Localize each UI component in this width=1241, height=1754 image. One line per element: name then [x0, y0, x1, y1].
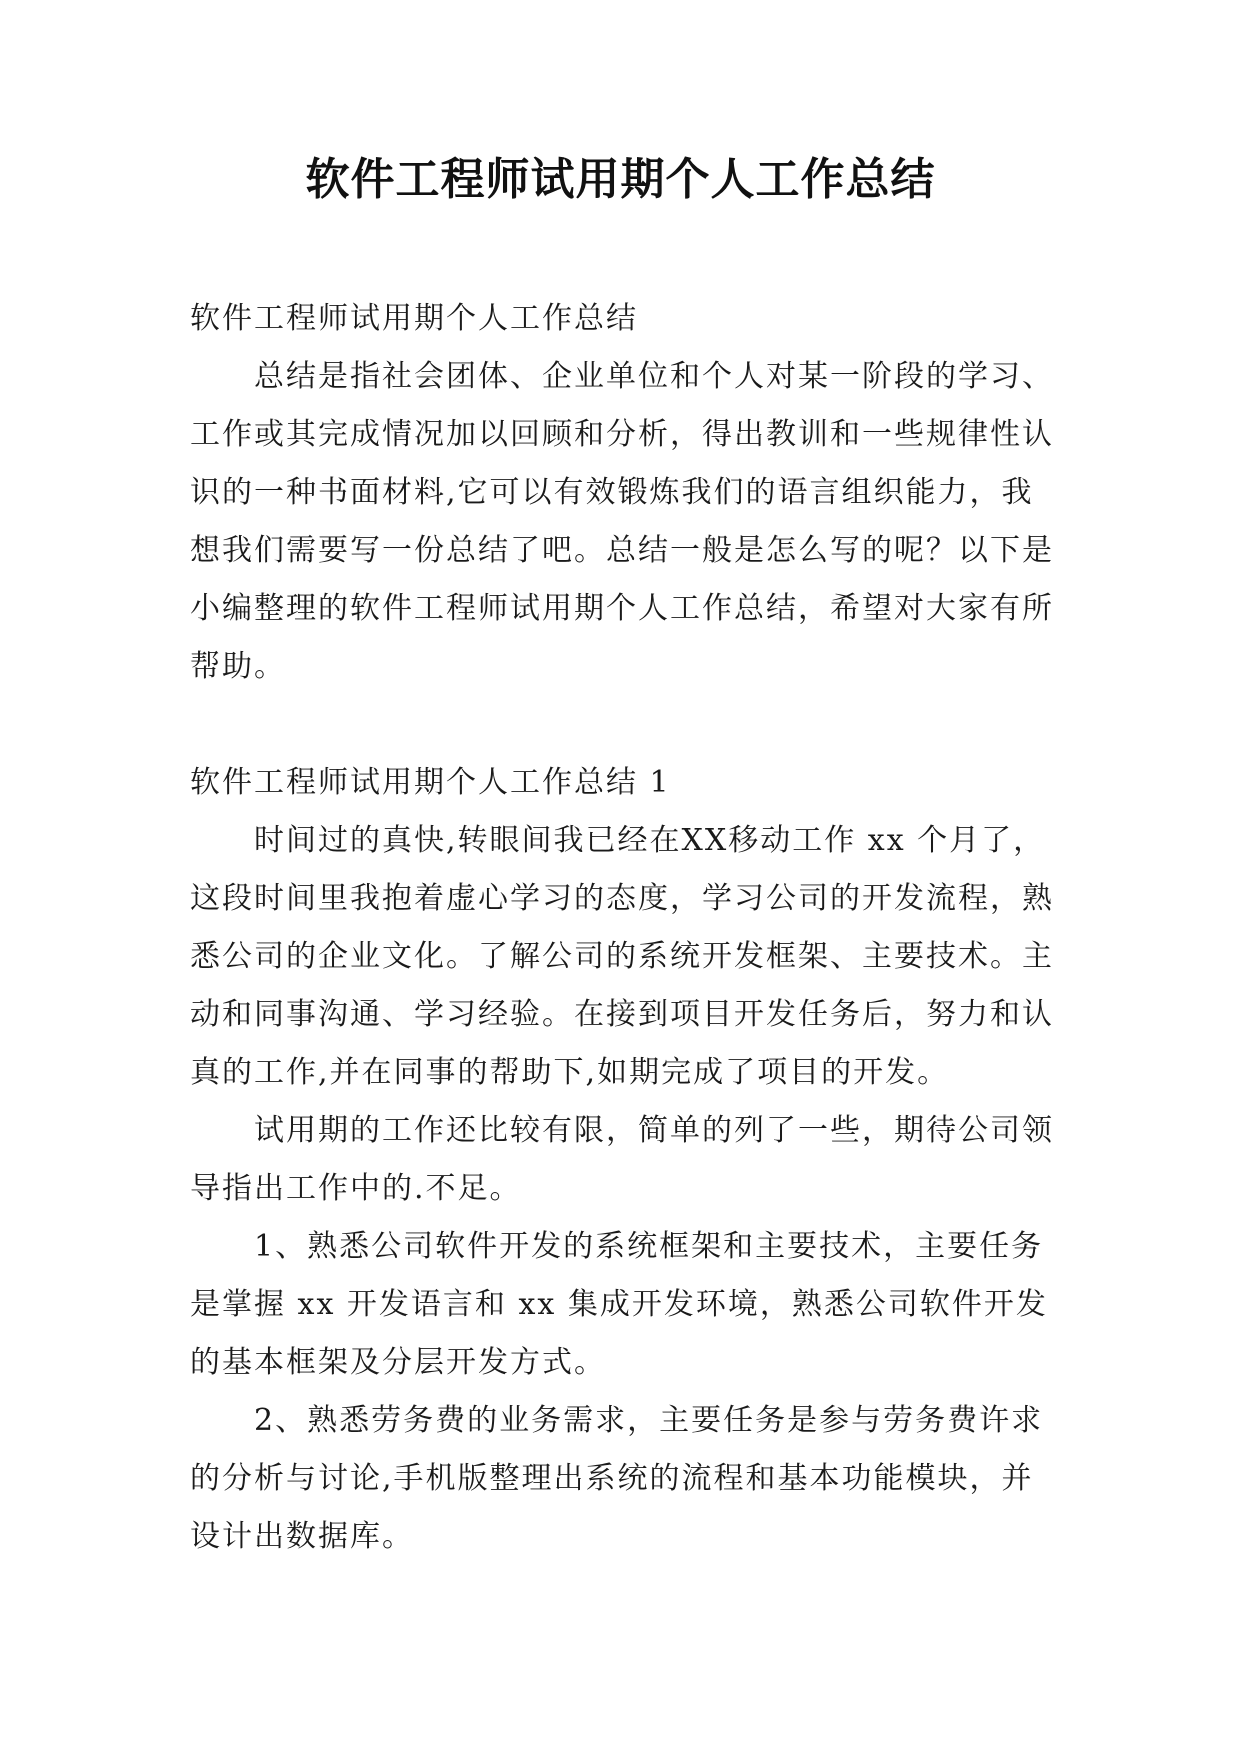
section1-list-item: 2、熟悉劳务费的业务需求，主要任务是参与劳务费许求的分析与讨论,手机版整理出系统的流程和基本功能模块，并设计出数据库。 [190, 1403, 1044, 1554]
document-title: 软件工程师试用期个人工作总结 [305, 154, 936, 205]
document-body [190, 290, 1060, 1566]
section1-list-item: 1、熟悉公司软件开发的系统框架和主要技术，主要任务是掌握 xx 开发语言和 xx 集成开发环境，熟悉公司软件开发的基本框架及分层开发方式。 [190, 1229, 1048, 1380]
intro-paragraph: 总结是指社会团体、企业单位和个人对某一阶段的学习、工作或其完成情况加以回顾和分析，得出教训和一些规律性认识的一种书面材料,它可以有效锻炼我们的语言组织能力，我想我们需要写一份总结了吧。总结一般是怎么写的呢？以下是小编整理的软件工程师试用期个人工作总结，希望对大家有所帮助。 [190, 359, 1054, 684]
section-spacer [190, 696, 1060, 754]
section1-paragraph: 时间过的真快,转眼间我已经在XX移动工作 xx 个月了，这段时间里我抱着虚心学习的态度，学习公司的开发流程，熟悉公司的企业文化。了解公司的系统开发框架、主要技术。主动和同事沟通、学习经验。在接到项目开发任务后，努力和认真的工作,并在同事的帮助下,如期完成了项目的开发。 [190, 823, 1054, 1090]
section1-heading: 软件工程师试用期个人工作总结 1 [190, 765, 671, 800]
intro-heading: 软件工程师试用期个人工作总结 [190, 301, 638, 336]
section1-paragraph: 试用期的工作还比较有限，简单的列了一些，期待公司领导指出工作中的.不足。 [190, 1113, 1054, 1206]
